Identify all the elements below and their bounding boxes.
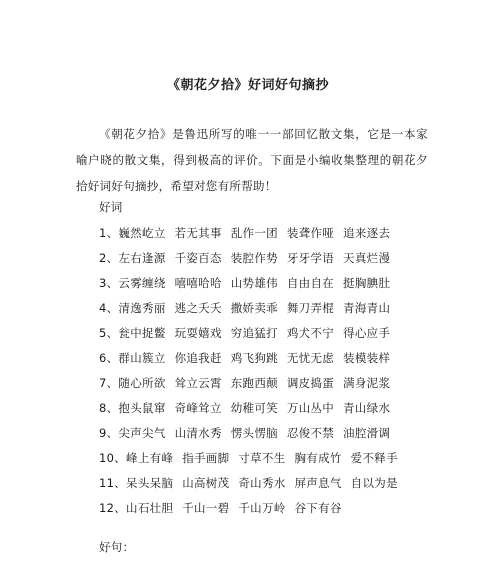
word-list-item-number: 12、 — [99, 501, 127, 515]
word-list-item — [99, 271, 398, 296]
word-list-item — [99, 321, 398, 346]
word-list-item-number: 1、 — [99, 226, 119, 240]
word-list-item-text: 云雾缠绕 嘻嘻哈哈 山势雄伟 自由自在 挺胸腆肚 — [118, 276, 391, 290]
word-list-item-number: 2、 — [99, 251, 119, 265]
word-list-item-text: 瓮中捉鳖 玩耍嬉戏 穷追猛打 鸡犬不宁 得心应手 — [118, 326, 391, 340]
document-title: 《朝花夕拾》好词好句摘抄 — [166, 78, 329, 93]
word-list-item-text: 随心所欲 耸立云霄 东跑西颠 调皮捣蛋 满身泥浆 — [118, 376, 391, 390]
word-list-item-text: 清逸秀丽 逃之夭夭 撒娇卖乖 舞刀弄棍 青海青山 — [118, 301, 391, 315]
word-list-item-number: 5、 — [99, 326, 119, 340]
word-list-item-number: 9、 — [99, 426, 119, 440]
intro-paragraph: 《朝花夕拾》是鲁迅所写的唯一一部回忆散文集，它是一本家喻户晓的散文集，得到极高的评价。下面是小编收集整理的朝花夕拾好词好句摘抄，希望对您有所帮助！ — [76, 127, 428, 193]
word-list-item-text: 尖声尖气 山清水秀 愣头愣脑 忍俊不禁 油腔滑调 — [118, 426, 391, 440]
word-list-item-text: 群山簇立 你追我赶 鸡飞狗跳 无忧无虑 装模装样 — [118, 351, 391, 365]
word-list-item — [99, 421, 398, 446]
word-list-item-text: 峰上有峰 指手画脚 寸草不生 胸有成竹 爱不释手 — [126, 451, 398, 465]
word-list-item-number: 6、 — [99, 351, 119, 365]
word-list-item — [99, 496, 398, 521]
word-list-item — [99, 296, 398, 321]
word-list-item — [99, 396, 398, 421]
words-heading: 好词 — [99, 200, 123, 214]
word-list-item — [99, 446, 398, 471]
word-list-item-text: 呆头呆脑 山高树茂 奇山秀水 屏声息气 自以为是 — [126, 476, 398, 490]
word-list-item — [99, 246, 398, 271]
word-list — [99, 221, 398, 521]
sentences-heading: 好句： — [99, 540, 135, 554]
word-list-item-number: 7、 — [99, 376, 119, 390]
word-list-item-text: 巍然屹立 若无其事 乱作一团 装聋作哑 追来逐去 — [118, 226, 391, 240]
word-list-item — [99, 471, 398, 496]
word-list-item-text: 抱头鼠窜 奇峰耸立 幼稚可笑 万山丛中 青山绿水 — [118, 401, 391, 415]
word-list-item — [99, 221, 398, 246]
word-list-item — [99, 371, 398, 396]
word-list-item-number: 8、 — [99, 401, 119, 415]
word-list-item-text: 山石壮胆 千山一碧 千山万岭 谷下有谷 — [126, 501, 342, 515]
word-list-item-text: 左右逢源 千姿百态 装腔作势 牙牙学语 天真烂漫 — [118, 251, 391, 265]
word-list-item-number: 10、 — [99, 451, 127, 465]
word-list-item-number: 11、 — [99, 476, 127, 490]
word-list-item — [99, 346, 398, 371]
word-list-item-number: 4、 — [99, 301, 119, 315]
word-list-item-number: 3、 — [99, 276, 119, 290]
